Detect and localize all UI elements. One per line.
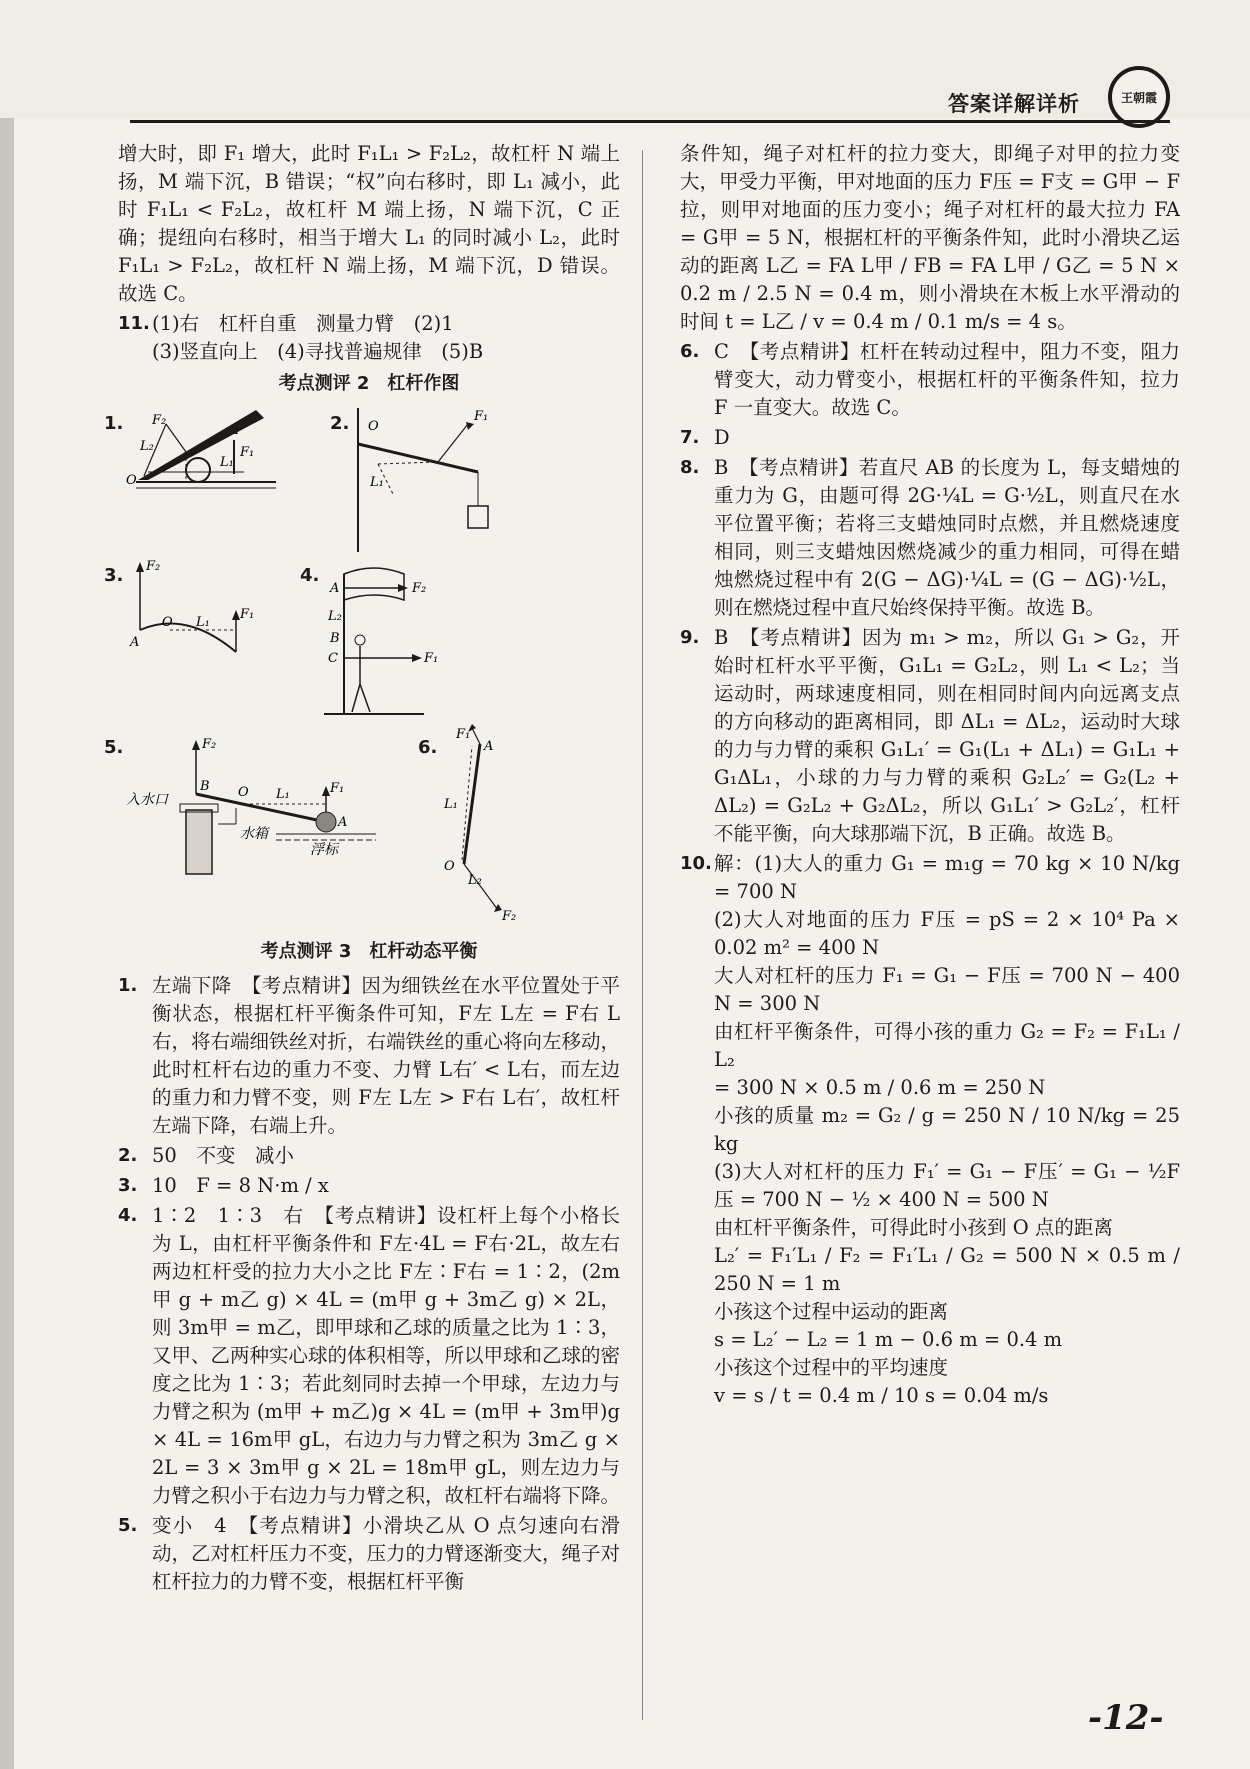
- d5-b: B: [200, 779, 210, 794]
- answer-10-solution: [714, 850, 1180, 1410]
- d3-f1: F₁: [240, 607, 255, 622]
- page-number: -12-: [1088, 1698, 1164, 1738]
- answer-3-5: [118, 1512, 620, 1596]
- d1-l2: L₂: [140, 439, 154, 454]
- diagram-label-5: 5.: [104, 737, 124, 758]
- answer-3-1: [118, 972, 620, 1140]
- answer-text: 左端下降 【考点精讲】因为细铁丝在水平位置处于平衡状态，根据杠杆平衡条件可知，F左 L左 = F右 L右，将右端细铁丝对折，右端铁丝的重心将向左移动，此时杠杆右边的重力不变、力臂 L右′ < L右，而左边的重力和力臂不变，则 F左 L左 > F右 L右′，故杠杆左端下降，右端上升。: [152, 974, 621, 1137]
- q10-continuation: 增大时，即 F₁ 增大，此时 F₁L₁ > F₂L₂，故杠杆 N 端上扬，M 端下沉，B 错误；“权”向右移时，即 L₁ 减小，此时 F₁L₁ < F₂L₂，故杠杆 M 端上扬，N 端下沉，C 正确；提纽向右移时，相当于增大 L₁ 的同时减小 L₂，此时 F₁L₁ > F₂L₂，故杠杆 N 端上扬，M 端下沉，D 错误。故选 C。: [118, 142, 620, 305]
- diagram-3-lever: [126, 554, 276, 674]
- solution-line: 小孩这个过程中的平均速度: [714, 1356, 949, 1379]
- solution-line: 小孩的质量 m₂ = G₂ / g = 250 N / 10 N/kg = 25 kg: [714, 1104, 1180, 1155]
- diagram-label-4: 4.: [300, 565, 320, 586]
- solution-line: s = L₂′ − L₂ = 1 m − 0.6 m = 0.4 m: [714, 1328, 1063, 1351]
- d5-tank: 水箱: [240, 826, 268, 842]
- answer-8: [680, 454, 1180, 622]
- answer-number: 1.: [118, 975, 138, 996]
- d2-l1: L₁: [370, 475, 384, 490]
- answer-text: D: [714, 426, 730, 449]
- d6-f1: F₁: [456, 727, 471, 742]
- solution-line: 解：(1)大人的重力 G₁ = m₁g = 70 kg × 10 N/kg = 700 N: [714, 852, 1180, 903]
- left-column: [104, 140, 621, 1598]
- d5-f1: F₁: [330, 781, 345, 796]
- answer-number: 3.: [118, 1175, 138, 1196]
- diagram-4-lever: [314, 554, 484, 724]
- answer-text: 50 不变 减小: [152, 1144, 294, 1167]
- d4-l2: L₂: [328, 609, 342, 624]
- answer-text: 10 F = 8 N·m / x: [152, 1174, 329, 1197]
- logo-text: 王朝霞: [1120, 90, 1157, 105]
- d5-inlet: 入水口: [126, 792, 168, 808]
- section-heading-2: 考点测评 2 杠杆作图: [278, 373, 460, 394]
- answer-number: 4.: [118, 1205, 138, 1226]
- d6-l2: L₂: [468, 873, 482, 888]
- d3-o: O: [162, 615, 173, 630]
- d5-o: O: [238, 785, 249, 800]
- d4-a: A: [330, 581, 340, 596]
- d3-l1: L₁: [196, 615, 210, 630]
- answer-text: 变小 4 【考点精讲】小滑块乙从 O 点匀速向右滑动，乙对杠杆压力不变，压力的力臂逐渐变大，绳子对杠杆拉力的力臂不变，根据杠杆平衡: [152, 1514, 621, 1593]
- diagram-label-2: 2.: [330, 413, 350, 434]
- d2-o: O: [368, 419, 379, 434]
- d1-f2: F₂: [152, 413, 167, 428]
- d5-float: 浮标: [310, 842, 338, 858]
- diagram-2-lever: [348, 404, 518, 554]
- solution-line: v = s / t = 0.4 m / 10 s = 0.04 m/s: [714, 1384, 1049, 1407]
- answer-number: 11.: [118, 313, 150, 334]
- right-column: [680, 140, 1180, 1412]
- page-bleed-edge: [0, 0, 14, 1769]
- d4-b: B: [330, 631, 340, 646]
- solution-line: (2)大人对地面的压力 F压 = pS = 2 × 10⁴ Pa × 0.02 m² = 400 N: [714, 908, 1180, 959]
- diagram-5-float-valve: [126, 734, 386, 884]
- solution-line: 小孩这个过程中运动的距离: [714, 1300, 949, 1323]
- answer-6: [680, 338, 1180, 422]
- answer-number: 8.: [680, 457, 700, 478]
- solution-line: (3)大人对杠杆的压力 F₁′ = G₁ − F压′ = G₁ − ½F压 = 700 N − ½ × 400 N = 500 N: [714, 1160, 1180, 1211]
- section-heading-3: 考点测评 3 杠杆动态平衡: [260, 941, 478, 962]
- answer-text: B 【考点精讲】若直尺 AB 的长度为 L，每支蜡烛的重力为 G，由题可得 2G·¼L = G·½L，则直尺在水平位置平衡；若将三支蜡烛同时点燃，并且燃烧速度相同，则三支蜡烛因燃烧减少的重力相同，可得在蜡烛燃烧过程中有 2(G − ΔG)·¼L = (G − ΔG)·½L，则在燃烧过程中直尺始终保持平衡。故选 B。: [714, 456, 1180, 619]
- d2-f1: F₁: [474, 409, 489, 424]
- answer-text: 1∶2 1∶3 右 【考点精讲】设杠杆上每个小格长为 L，由杠杆平衡条件和 F左·4L = F右·2L，故左右两边杠杆受的拉力大小之比 F左∶F右 = 1∶2，(2m甲 g + m乙 g) × 4L = (m甲 g + 3m乙 g) × 2L，则 3m甲 = m乙，即甲球和乙球的质量之比为 1∶3，又甲、乙两种实心球的体积相等，所以甲球和乙球的密度之比为 1∶3；若此刻同时去掉一个甲球，左边力与力臂之积为 (m甲 + m乙)g × 4L = (m甲 + 3m甲)g × 4L = 16m甲 gL，右边力与力臂之积为 3m乙 g × 2L = 3 × 3m甲 g × 2L = 18m甲 gL，则左边力与力臂之积小于右边力与力臂之积，故杠杆右端将下降。: [152, 1204, 621, 1507]
- solution-line: 由杠杆平衡条件，可得此时小孩到 O 点的距离: [714, 1216, 1113, 1239]
- answer-number: 5.: [118, 1515, 138, 1536]
- diagram-label-1: 1.: [104, 413, 124, 434]
- answer-11-line2: (3)竖直向上 (4)寻找普遍规律 (5)B: [152, 340, 484, 363]
- d4-c: C: [328, 651, 338, 666]
- brand-logo: [1108, 66, 1170, 128]
- column-divider: [642, 150, 643, 1720]
- d4-f1: F₁: [424, 651, 439, 666]
- diagram-1-lever: [126, 404, 286, 524]
- header-rule: [130, 120, 1170, 123]
- diagram-6-lever: [438, 724, 558, 924]
- answer-number: 2.: [118, 1145, 138, 1166]
- answer-number: 10.: [680, 853, 712, 874]
- answer-3-3: [118, 1172, 620, 1200]
- lever-diagrams: [104, 404, 620, 934]
- d6-f2: F₂: [502, 909, 517, 924]
- solution-line: L₂′ = F₁′L₁ / F₂ = F₁′L₁ / G₂ = 500 N × 0.5 m / 250 N = 1 m: [714, 1244, 1180, 1295]
- d3-a: A: [130, 635, 140, 650]
- answer-3-4: [118, 1202, 620, 1510]
- d5-l1: L₁: [276, 787, 290, 802]
- d1-l1: L₁: [220, 455, 234, 470]
- answer-number: 7.: [680, 427, 700, 448]
- answer-11: [118, 310, 620, 366]
- d4-f2: F₂: [412, 581, 427, 596]
- solution-line: = 300 N × 0.5 m / 0.6 m = 250 N: [714, 1076, 1046, 1099]
- answer-text: B 【考点精讲】因为 m₁ > m₂，所以 G₁ > G₂，开始时杠杆水平平衡，G₁L₁ = G₂L₂，则 L₁ < L₂；当运动时，两球速度相同，则在相同时间内向远离支点的方向移动的距离相同，即 ΔL₁ = ΔL₂，运动时大球的力与力臂的乘积 G₁L₁′ = G₁(L₁ + ΔL₁) = G₁L₁ + G₁ΔL₁，小球的力与力臂的乘积 G₂L₂′ = G₂(L₂ + ΔL₂) = G₂L₂ + G₂ΔL₂，所以 G₁L₁′ > G₂L₂′，杠杆不能平衡，向大球那端下沉，B 正确。故选 B。: [714, 626, 1180, 845]
- answer-7: [680, 424, 1180, 452]
- d3-f2: F₂: [146, 559, 161, 574]
- d6-a: A: [484, 739, 494, 754]
- answer-10: [680, 850, 1180, 1410]
- diagram-label-3: 3.: [104, 565, 124, 586]
- d6-l1: L₁: [444, 797, 458, 812]
- d5-a: A: [338, 815, 348, 830]
- answer-text: C 【考点精讲】杠杆在转动过程中，阻力不变，阻力臂变大，动力臂变小，根据杠杆的平衡条件知，拉力 F 一直变大。故选 C。: [714, 340, 1180, 419]
- solution-line: 由杠杆平衡条件，可得小孩的重力 G₂ = F₂ = F₁L₁ / L₂: [714, 1020, 1180, 1071]
- answer-3-2: [118, 1142, 620, 1170]
- d1-f1: F₁: [240, 445, 255, 460]
- solution-line: 大人对杠杆的压力 F₁ = G₁ − F压 = 700 N − 400 N = 300 N: [714, 964, 1180, 1015]
- answer-11-line1: (1)右 杠杆自重 测量力臂 (2)1: [152, 312, 454, 335]
- diagram-label-6: 6.: [418, 737, 438, 758]
- d5-f2: F₂: [202, 737, 217, 752]
- answer-number: 6.: [680, 341, 700, 362]
- d1-o: O: [126, 473, 137, 488]
- header-title: 答案详解详析: [948, 92, 1080, 116]
- answer-9: [680, 624, 1180, 848]
- d6-o: O: [444, 859, 455, 874]
- answer-number: 9.: [680, 627, 700, 648]
- answer-5-continuation: 条件知，绳子对杠杆的拉力变大，即绳子对甲的拉力变大，甲受力平衡，甲对地面的压力 F压 = F支 = G甲 − F拉，则甲对地面的压力变小；绳子对杠杆的最大拉力 FA = G甲 = 5 N，根据杠杆的平衡条件知，此时小滑块乙运动的距离 L乙 = FA L甲 / FB = FA L甲 / G乙 = 5 N × 0.2 m / 2.5 N = 0.4 m，则小滑块在木板上水平滑动的时间 t = L乙 / v = 0.4 m / 0.1 m/s = 4 s。: [680, 142, 1180, 333]
